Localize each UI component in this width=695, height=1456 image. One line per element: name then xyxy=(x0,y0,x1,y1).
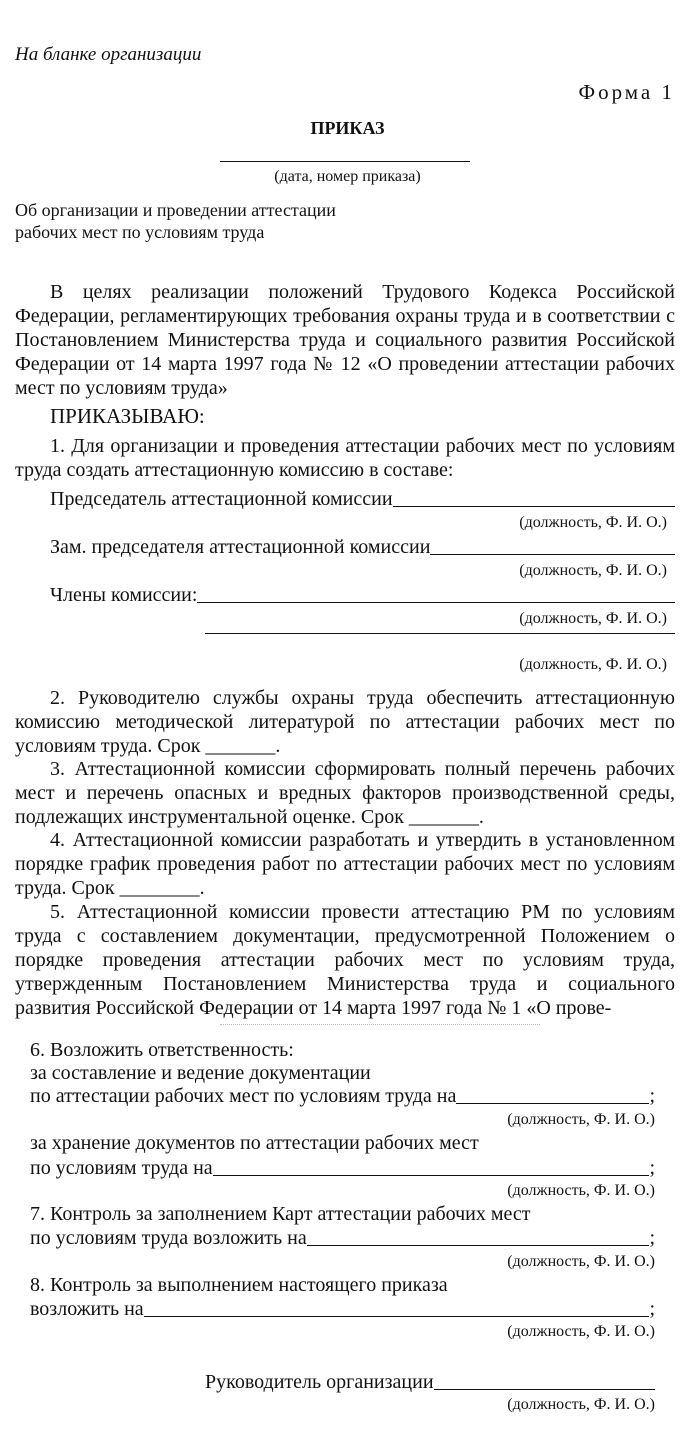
members-extra-line xyxy=(205,632,675,638)
head-label: Руководитель организации xyxy=(205,1371,434,1393)
item-6-line-1: за составление и ведение документации xyxy=(30,1062,371,1084)
item-2-text: 2. Руководителю службы охраны труда обеспечить аттестационную комиссию методической литературой по аттестации рабочих мест по условиям труда. Срок _______. xyxy=(15,687,675,757)
item-7-label: по условиям труда возложить на xyxy=(30,1227,307,1249)
item-8-label: возложить на xyxy=(30,1298,144,1320)
members-extra-caption: (должность, Ф. И. О.) xyxy=(519,656,667,673)
semicolon: ; xyxy=(649,1085,655,1107)
item-8-line-1: 8. Контроль за выполнением настоящего приказа xyxy=(30,1274,448,1296)
chair-line xyxy=(50,487,675,511)
letterhead-note: На бланке организации xyxy=(15,44,202,65)
item-6-docs-caption: (должность, Ф. И. О.) xyxy=(507,1111,655,1128)
item-3-text: 3. Аттестационной комиссии сформировать полный перечень рабочих мест и перечень опасных и вредных факторов производственной среды, подлежащих инструментальной оценке. Срок _______. xyxy=(15,758,675,828)
order-subject xyxy=(15,199,336,243)
item-1-text: 1. Для организации и проведения аттестации рабочих мест по условиям труда создать аттестационную комиссию в составе: xyxy=(15,435,675,481)
members-line xyxy=(50,583,675,607)
semicolon: ; xyxy=(649,1227,655,1249)
head-signature-line xyxy=(205,1370,655,1394)
vice-chair-blank xyxy=(430,553,675,555)
chair-caption: (должность, Ф. И. О.) xyxy=(519,514,667,531)
members-blank xyxy=(197,601,675,603)
item-6-docs-label: по аттестации рабочих мест по условиям труда на xyxy=(30,1085,457,1107)
chair-label: Председатель аттестационной комиссии xyxy=(50,488,393,510)
item-7-caption: (должность, Ф. И. О.) xyxy=(507,1253,655,1270)
vice-chair-label: Зам. председателя аттестационной комиссии xyxy=(50,536,431,558)
chair-blank xyxy=(393,505,675,507)
vice-chair-line xyxy=(50,535,675,559)
item-6-storage-blank xyxy=(213,1174,650,1176)
item-8-caption: (должность, Ф. И. О.) xyxy=(507,1323,655,1340)
members-label: Члены комиссии: xyxy=(50,584,198,606)
item-8-line xyxy=(30,1297,655,1321)
date-number-line xyxy=(220,161,470,162)
item-6-docs-line xyxy=(30,1084,655,1108)
item-7-line xyxy=(30,1226,655,1250)
item-6-storage-line xyxy=(30,1156,655,1180)
preamble-paragraph: В целях реализации положений Трудового Кодекса Российской Федерации, регламентирующих требования охраны труда и в соответствии с Постановлением Министерства труда и социального развития Российской Федерации от 14 марта 1997 года № 12 «О проведении аттестации рабочих мест по условиям труда» xyxy=(15,281,675,399)
item-8-blank xyxy=(144,1315,650,1317)
item-7-blank xyxy=(307,1244,650,1246)
head-blank xyxy=(434,1388,655,1390)
form-number: Форма 1 xyxy=(578,80,675,104)
head-caption: (должность, Ф. И. О.) xyxy=(507,1396,655,1413)
members-caption: (должность, Ф. И. О.) xyxy=(519,610,667,627)
item-6-heading: 6. Возложить ответственность: xyxy=(30,1039,294,1061)
subject-line-2: рабочих мест по условиям труда xyxy=(15,222,265,242)
item-6-docs-blank xyxy=(456,1102,649,1104)
semicolon: ; xyxy=(649,1298,655,1320)
date-number-caption: (дата, номер приказа) xyxy=(274,168,421,185)
vice-chair-caption: (должность, Ф. И. О.) xyxy=(519,562,667,579)
subject-line-1: Об организации и проведении аттестации xyxy=(15,200,336,220)
item-6-line-3: за хранение документов по аттестации рабочих мест xyxy=(30,1132,479,1154)
item-4-text: 4. Аттестационной комиссии разработать и утвердить в установленном порядке график проведения работ по аттестации рабочих мест по условиям труда. Срок ________. xyxy=(15,829,675,899)
page-break-mark xyxy=(220,1024,540,1025)
item-7-line-1: 7. Контроль за заполнением Карт аттестации рабочих мест xyxy=(30,1203,531,1225)
item-6-storage-caption: (должность, Ф. И. О.) xyxy=(507,1182,655,1199)
members-extra-blank xyxy=(205,632,675,634)
item-6-storage-label: по условиям труда на xyxy=(30,1157,213,1179)
item-5-text: 5. Аттестационной комиссии провести аттестацию РМ по условиям труда с составлением документации, предусмотренной Положением о порядке проведения аттестации рабочих мест по условиям труда, утвержденным Постановлением Министерства труда и социального развития Российской Федерации от 14 марта 1997 года № 1 «О прове- xyxy=(15,901,675,1019)
order-word: ПРИКАЗЫВАЮ: xyxy=(50,404,205,428)
semicolon: ; xyxy=(649,1157,655,1179)
document-title: ПРИКАЗ xyxy=(310,118,385,138)
